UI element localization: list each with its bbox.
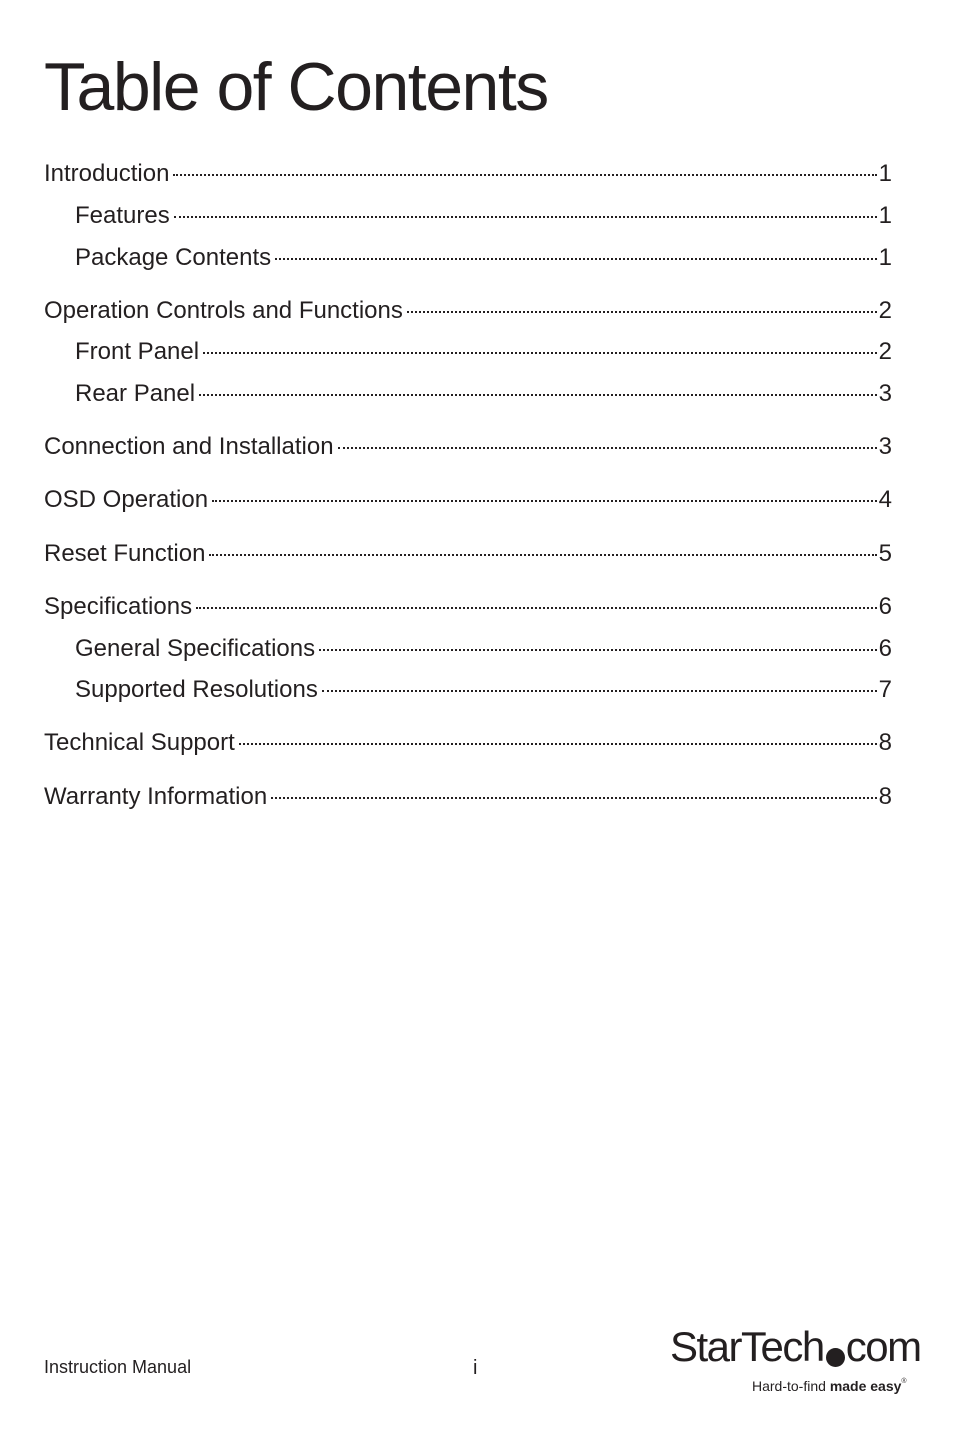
toc-entry-label: Specifications — [44, 593, 193, 620]
dot-leader — [407, 311, 877, 313]
toc-entry-technical-support[interactable] — [44, 729, 892, 761]
toc-entry-label: Reset Function — [44, 540, 206, 567]
toc-entry-label: Supported Resolutions — [75, 676, 318, 703]
toc-entry-osd-operation[interactable] — [44, 486, 892, 518]
toc-entry-page-number: 2 — [878, 338, 892, 365]
toc-entry-page-number: 1 — [878, 244, 892, 271]
toc-entry-label: OSD Operation — [44, 486, 209, 513]
logo-dot-icon — [826, 1348, 845, 1367]
dot-leader — [209, 554, 876, 556]
toc-entry-label: Rear Panel — [75, 380, 196, 407]
toc-entry-label: Connection and Installation — [44, 433, 334, 460]
toc-entry-label: Introduction — [44, 160, 170, 187]
toc-entry-supported-resolutions[interactable] — [75, 676, 892, 708]
logo-brand-suffix: com — [845, 1323, 921, 1370]
toc-entry-reset-function[interactable] — [44, 540, 892, 572]
dot-leader — [322, 690, 877, 692]
dot-leader — [275, 258, 877, 260]
logo-tagline-bold: made easy — [829, 1378, 902, 1394]
registered-mark: ® — [901, 1378, 907, 1385]
toc-entry-front-panel[interactable] — [75, 338, 892, 370]
toc-entry-rear-panel[interactable] — [75, 380, 892, 412]
logo-wordmark — [670, 1323, 921, 1370]
toc-entry-specifications[interactable] — [44, 593, 892, 625]
dot-leader — [196, 607, 877, 609]
toc-entry-page-number: 2 — [878, 297, 892, 324]
dot-leader — [212, 500, 877, 502]
toc-entry-label: Technical Support — [44, 729, 235, 756]
dot-leader — [199, 394, 877, 396]
toc-entry-label: Front Panel — [75, 338, 200, 365]
toc-entry-features[interactable] — [75, 202, 892, 234]
toc-entry-page-number: 6 — [878, 593, 892, 620]
toc-entry-warranty-information[interactable] — [44, 783, 892, 815]
dot-leader — [239, 743, 877, 745]
logo-brand-main: StarTech — [670, 1323, 824, 1370]
toc-entry-package-contents[interactable] — [75, 244, 892, 276]
page-title: Table of Contents — [44, 49, 548, 125]
logo-tagline — [752, 1378, 907, 1394]
toc-entry-label: Features — [75, 202, 170, 229]
toc-entry-page-number: 3 — [878, 433, 892, 460]
toc-entry-page-number: 3 — [878, 380, 892, 407]
logo-tagline-regular: Hard-to-find — [752, 1378, 826, 1394]
toc-entry-label: General Specifications — [75, 635, 316, 662]
dot-leader — [173, 174, 876, 176]
startech-logo — [670, 1323, 921, 1398]
dot-leader — [338, 447, 877, 449]
toc-entry-page-number: 8 — [878, 729, 892, 756]
toc-entry-label: Warranty Information — [44, 783, 268, 810]
footer-document-label: Instruction Manual — [44, 1357, 192, 1377]
toc-entry-label: Package Contents — [75, 244, 272, 271]
toc-entry-page-number: 5 — [878, 540, 892, 567]
dot-leader — [174, 216, 877, 218]
toc-entry-introduction[interactable] — [44, 160, 892, 192]
toc-entry-page-number: 4 — [878, 486, 892, 513]
toc-entry-page-number: 6 — [878, 635, 892, 662]
toc-entry-connection-installation[interactable] — [44, 433, 892, 465]
dot-leader — [203, 352, 877, 354]
toc-entry-label: Operation Controls and Functions — [44, 297, 403, 324]
toc-entry-operation-controls[interactable] — [44, 297, 892, 329]
dot-leader — [319, 649, 877, 651]
toc-entry-page-number: 7 — [878, 676, 892, 703]
toc-entry-page-number: 8 — [878, 783, 892, 810]
footer-page-number: i — [473, 1357, 478, 1379]
dot-leader — [271, 797, 876, 799]
toc-entry-page-number: 1 — [878, 202, 892, 229]
toc-entry-general-specifications[interactable] — [75, 635, 892, 667]
toc-entry-page-number: 1 — [878, 160, 892, 187]
